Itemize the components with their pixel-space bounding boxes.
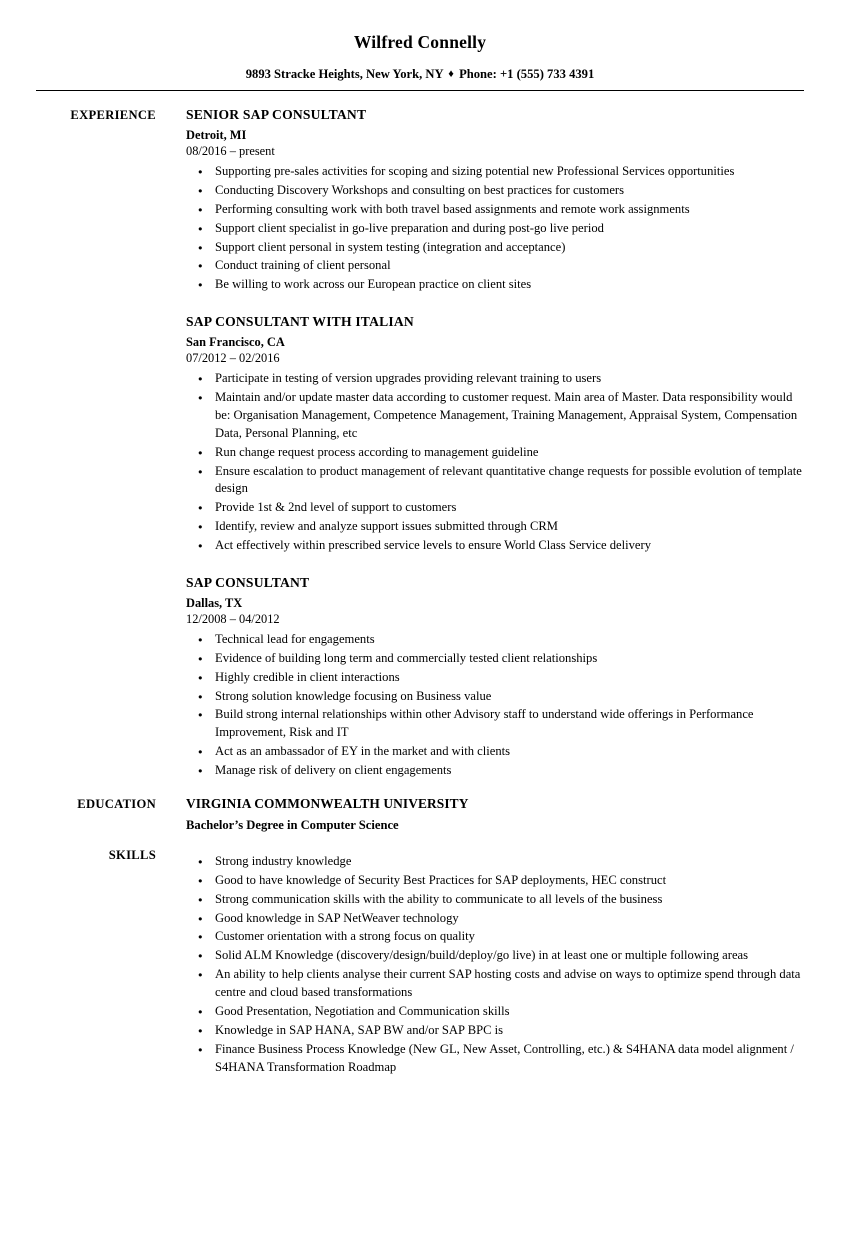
list-item: ● Customer orientation with a strong focus on quality — [186, 928, 804, 946]
list-item: ● Act effectively within prescribed service levels to ensure World Class Service delivery — [186, 537, 804, 555]
contact-address: 9893 Stracke Heights, New York, NY — [245, 67, 444, 81]
section-label-education: EDUCATION — [77, 796, 156, 811]
job-dates: 07/2012 – 02/2016 — [186, 351, 280, 366]
experience-body — [156, 107, 804, 780]
job-bullet-list — [186, 163, 804, 294]
experience-item — [186, 314, 804, 555]
education-body — [156, 796, 804, 833]
section-skills — [36, 847, 804, 1077]
list-item: ● Conducting Discovery Workshops and consulting on best practices for customers — [186, 182, 804, 200]
job-dates: 12/2008 – 04/2012 — [186, 611, 280, 626]
list-item: ● Supporting pre-sales activities for scoping and sizing potential new Professional Services opportunities — [186, 163, 804, 181]
list-item: ● Provide 1st & 2nd level of support to customers — [186, 499, 804, 517]
section-experience — [36, 107, 804, 780]
list-item: ● Highly credible in client interactions — [186, 669, 804, 687]
job-dates: 08/2016 – present — [186, 144, 275, 158]
header-divider — [36, 90, 804, 91]
list-item: ● Evidence of building long term and commercially tested client relationships — [186, 650, 804, 668]
section-label-experience: EXPERIENCE — [70, 108, 156, 122]
list-item: ● Good to have knowledge of Security Best Practices for SAP deployments, HEC construct — [186, 872, 804, 890]
list-item: ● Strong solution knowledge focusing on Business value — [186, 688, 804, 706]
list-item: ● Maintain and/or update master data according to customer request. Main area of Master. Data responsibility would be: Organisation Management, Competence Management, Training Management, Appraisal System, Compensation Data, Personal Planning, etc — [186, 389, 804, 443]
list-item: ● Run change request process according to management guideline — [186, 444, 804, 462]
list-item: ● Performing consulting work with both travel based assignments and remote work assignments — [186, 201, 804, 219]
list-item: ● Support client specialist in go-live preparation and during post-go live period — [186, 220, 804, 238]
job-title: SAP CONSULTANT — [186, 574, 310, 590]
section-label-skills: SKILLS — [108, 847, 156, 862]
list-item: ● Solid ALM Knowledge (discovery/design/build/deploy/go live) in at least one or multiple following areas — [186, 947, 804, 965]
contact-line — [36, 67, 804, 82]
list-item: ● Manage risk of delivery on client engagements — [186, 762, 804, 780]
job-location: San Francisco, CA — [186, 335, 285, 350]
experience-item — [186, 107, 804, 294]
list-item: ● Technical lead for engagements — [186, 631, 804, 649]
list-item: ● An ability to help clients analyse their current SAP hosting costs and advise on ways to optimize spend through data centre and cloud based transformations — [186, 966, 804, 1002]
page-bottom-whitespace — [36, 1076, 804, 1236]
list-item: ● Strong communication skills with the ability to communicate to all levels of the business — [186, 891, 804, 909]
job-location: Detroit, MI — [186, 128, 247, 142]
list-item: ● Participate in testing of version upgrades providing relevant training to users — [186, 370, 804, 388]
skills-body — [156, 847, 804, 1077]
list-item: ● Strong industry knowledge — [186, 853, 804, 871]
diamond-separator-icon: ♦ — [448, 68, 454, 80]
list-item: ● Conduct training of client personal — [186, 257, 804, 275]
job-bullet-list — [186, 370, 804, 555]
job-bullet-list — [186, 631, 804, 780]
list-item: ● Finance Business Process Knowledge (New GL, New Asset, Controlling, etc.) & S4HANA data model alignment / S4HANA Transformation Roadmap — [186, 1041, 804, 1077]
experience-item — [186, 575, 804, 780]
list-item: ● Build strong internal relationships within other Advisory staff to understand wide offerings in Performance Improvement, Risk and IT — [186, 706, 804, 742]
job-title: SENIOR SAP CONSULTANT — [186, 107, 367, 122]
page-title: Wilfred Connelly — [353, 32, 487, 52]
job-title: SAP CONSULTANT WITH ITALIAN — [186, 314, 414, 330]
list-item: ● Act as an ambassador of EY in the market and with clients — [186, 743, 804, 761]
list-item: ● Identify, review and analyze support issues submitted through CRM — [186, 518, 804, 536]
list-item: ● Knowledge in SAP HANA, SAP BW and/or SAP BPC is — [186, 1022, 804, 1040]
contact-phone: Phone: +1 (555) 733 4391 — [459, 67, 595, 81]
section-education — [36, 796, 804, 833]
list-item: ● Support client personal in system testing (integration and acceptance) — [186, 239, 804, 257]
list-item: ● Good knowledge in SAP NetWeaver technology — [186, 910, 804, 928]
list-item: ● Be willing to work across our European practice on client sites — [186, 276, 804, 294]
job-location: Dallas, TX — [186, 595, 243, 610]
list-item: ● Good Presentation, Negotiation and Communication skills — [186, 1003, 804, 1021]
education-school: VIRGINIA COMMONWEALTH UNIVERSITY — [186, 795, 469, 811]
education-degree: Bachelor’s Degree in Computer Science — [186, 817, 399, 832]
list-item: ● Ensure escalation to product management of relevant quantitative change requests for possible evolution of template design — [186, 463, 804, 499]
skills-bullet-list — [186, 853, 804, 1077]
